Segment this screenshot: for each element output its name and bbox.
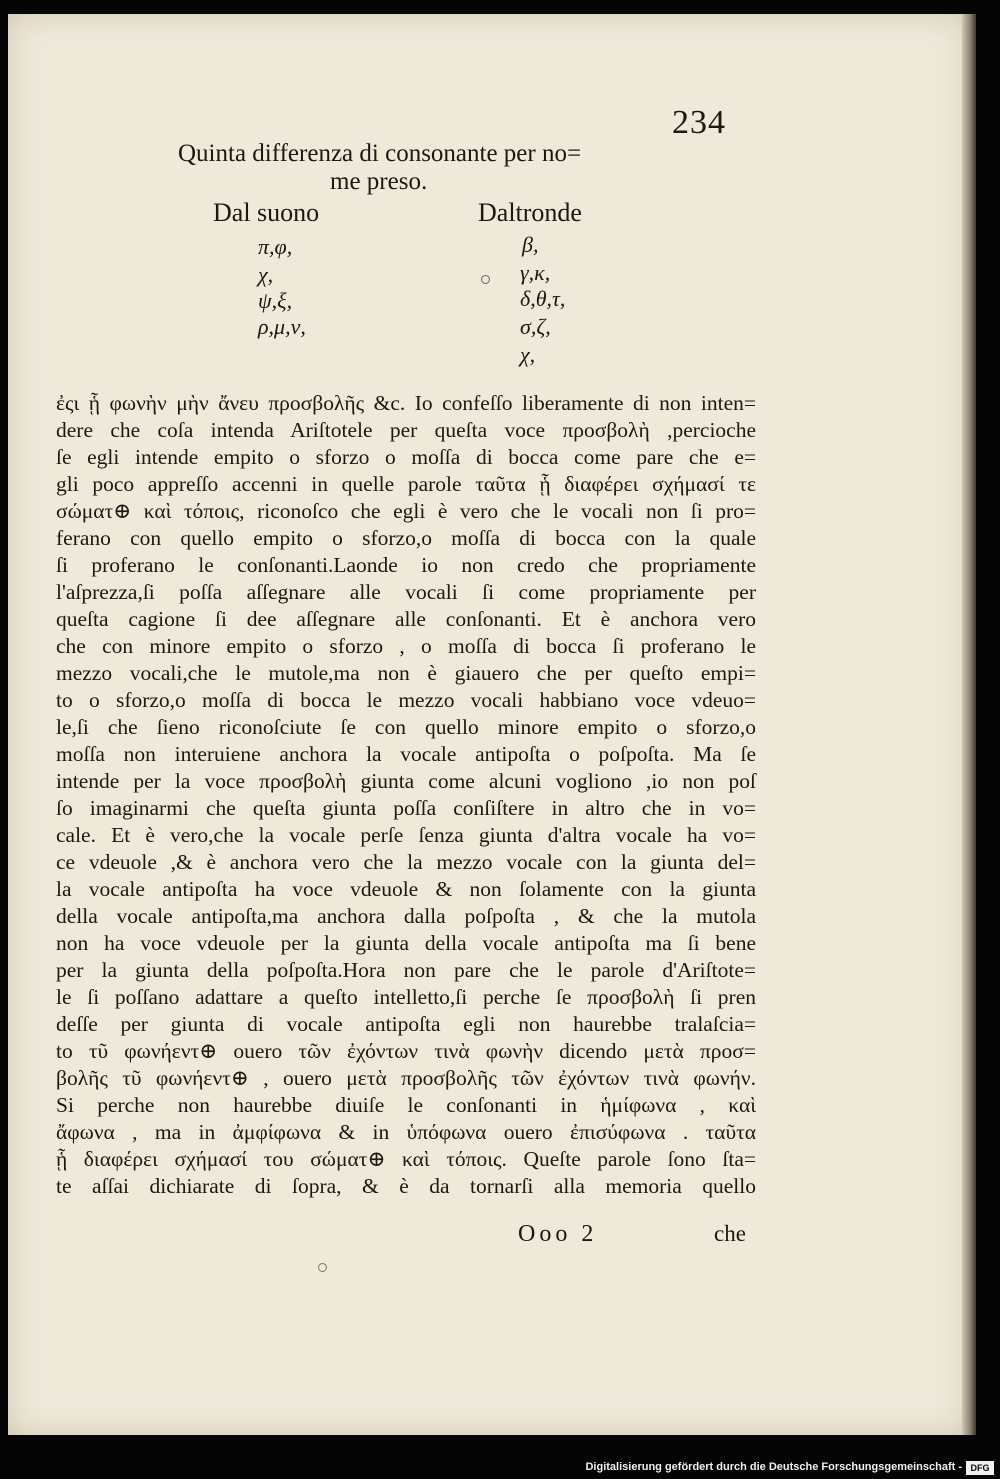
ornament-dot xyxy=(318,1263,327,1272)
text-line: della vocale antipoſta,ma anchora dalla poſpoſta , & che la mutola xyxy=(56,904,756,928)
body-paragraph xyxy=(56,390,756,1200)
text-line: ferano con quello empito o sforzo,o moſſa di bocca con la quale xyxy=(56,526,756,550)
text-line: mezzo vocali,che le mutole,ma non è giauero che per queſto empi= xyxy=(56,661,756,685)
text-line: ἄφωνα , ma in ἀμφίφωνα & in ὑπόφωνα ouero ἐπισύφωνα . ταῦτα xyxy=(56,1120,756,1144)
text-line: per la giunta della poſpoſta.Hora non pare che le parole d'Ariſtote= xyxy=(56,958,756,982)
left-column-header: Dal suono xyxy=(213,198,320,227)
signature-mark: Ooo 2 xyxy=(518,1221,598,1247)
page-number: 234 xyxy=(672,104,726,141)
text-line: ſe egli intende empito o sforzo o moſſa di bocca come pare che e= xyxy=(56,445,756,469)
left-column-row: π,φ, xyxy=(258,234,293,259)
ornament-dot xyxy=(481,275,490,284)
text-line: σώματ⊕ καὶ τόποις, riconoſco che egli è vero che le vocali non ſi pro= xyxy=(56,499,756,523)
text-line: le ſi poſſano adattare a queſto intelletto,ſi perche ſe προσβολὴ ſi pren xyxy=(56,985,756,1009)
left-column-row: ψ,ξ, xyxy=(258,288,293,313)
text-line: l'aſprezza,ſi poſſa aſſegnare alle vocali ſi come propriamente per xyxy=(56,580,756,604)
text-line: ἐςι ᾗ φωνὴν μὴν ἄνευ προσβολῆς &c. Io confeſſo liberamente di non inten= xyxy=(56,391,756,415)
section-heading-line-2: me preso. xyxy=(330,168,428,195)
left-column-row: χ, xyxy=(258,262,274,287)
left-column-row: ρ,μ,ν, xyxy=(258,314,306,339)
text-line: intende per la voce προσβολὴ giunta come alcuni vogliono ,io non poſ xyxy=(56,769,756,793)
text-line: te aſſai dichiarate di ſopra, & è da tornarſi alla memoria quello xyxy=(56,1174,756,1198)
right-column-header: Daltronde xyxy=(478,198,582,227)
digitization-credit: Digitalisierung gefördert durch die Deutsche Forschungsgemeinschaft - xyxy=(585,1461,962,1473)
text-line: ce vdeuole ,& è anchora vero che la mezzo vocale con la giunta del= xyxy=(56,850,756,874)
text-line: dere che coſa intenda Ariſtotele per queſta voce προσβολὴ ,percioche xyxy=(56,418,756,442)
right-column-row: χ, xyxy=(520,342,536,367)
text-line: βολῆς τῦ φωνήεντ⊕ , ouero μετὰ προσβολῆς τῶν ἐχόντων τινὰ φωνήν. xyxy=(56,1066,756,1090)
text-line: moſſa non interuiene anchora la vocale antipoſta o poſpoſta. Ma ſe xyxy=(56,742,756,766)
text-line: ſo imaginarmi che queſta giunta poſſa conſiſtere in altro che in vo= xyxy=(56,796,756,820)
text-line: gli poco appreſſo accenni in quelle parole ταῦτα ᾗ διαφέρει σχήμασί τε xyxy=(56,472,756,496)
text-line: ſi proferano le conſonanti.Laonde io non credo che propriamente xyxy=(56,553,756,577)
text-line: deſſe per giunta di vocale antipoſta egli non haurebbe tralaſcia= xyxy=(56,1012,756,1036)
right-column-row: σ,ζ, xyxy=(520,314,551,339)
right-column-row: δ,θ,τ, xyxy=(520,286,566,311)
section-heading-line-1: Quinta differenza di consonante per no= xyxy=(178,140,582,167)
text-line: ᾗ διαφέρει σχήμασί του σώματ⊕ καὶ τόποις. Queſte parole ſono ſta= xyxy=(56,1147,756,1171)
text-line: non ha voce vdeuole per la giunta della vocale antipoſta ma ſi bene xyxy=(56,931,756,955)
right-column-row: γ,κ, xyxy=(520,260,551,285)
text-line: queſta cagione ſi dee aſſegnare alle conſonanti. Et è anchora vero xyxy=(56,607,756,631)
dfg-logo: DFG xyxy=(966,1461,994,1475)
text-line: che con minore empito o sforzo , o moſſa di bocca ſi proferano le xyxy=(56,634,756,658)
text-line: le,ſi che ſieno riconoſciute ſe con quello minore empito o sforzo,o xyxy=(56,715,756,739)
catchword: che xyxy=(714,1221,746,1246)
text-line: la vocale antipoſta ha voce vdeuole & non ſolamente con la giunta xyxy=(56,877,756,901)
text-line: to o sforzo,o moſſa di bocca le mezzo vocali habbiano voce vdeuo= xyxy=(56,688,756,712)
text-line: Si perche non haurebbe diuiſe le conſonanti in ἡμίφωνα , καὶ xyxy=(56,1093,756,1117)
page-edge-shadow xyxy=(962,14,976,1435)
right-column-row: β, xyxy=(522,232,539,257)
text-line: cale. Et è vero,che la vocale perſe ſenza giunta d'altra vocale ha vo= xyxy=(56,823,756,847)
text-line: to τῦ φωνήεντ⊕ ouero τῶν ἐχόντων τινὰ φωνὴν dicendo μετὰ προσ= xyxy=(56,1039,756,1063)
